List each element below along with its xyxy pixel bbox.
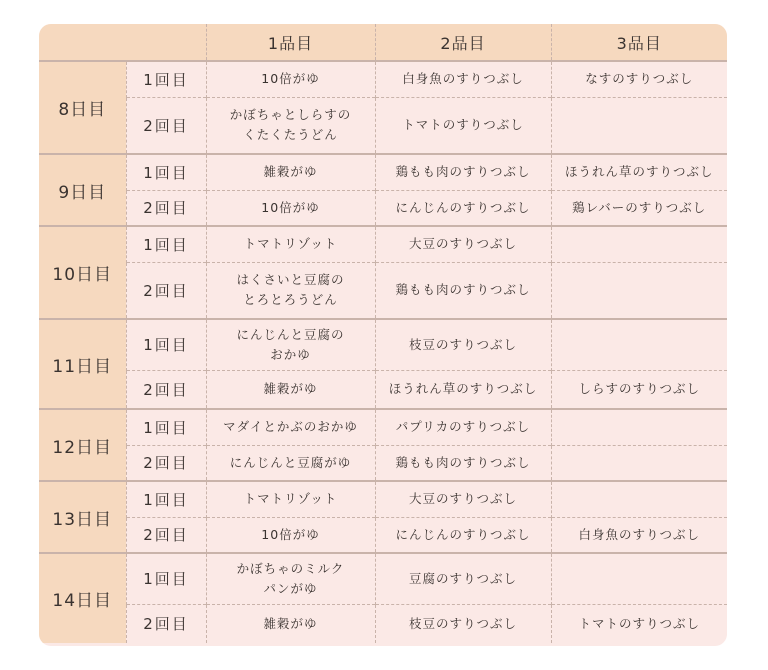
item-3-cell: しらすのすりつぶし bbox=[551, 370, 727, 409]
meal-label: 2回目 bbox=[126, 370, 206, 409]
item-1-cell: トマトリゾット bbox=[206, 481, 375, 517]
item-3-cell bbox=[551, 319, 727, 370]
meal-label: 2回目 bbox=[126, 604, 206, 643]
table-row bbox=[39, 226, 727, 262]
item-3-cell bbox=[551, 226, 727, 262]
meal-label: 2回目 bbox=[126, 517, 206, 553]
item-2-cell: ほうれん草のすりつぶし bbox=[375, 370, 551, 409]
header-item-2: 2品目 bbox=[375, 24, 551, 61]
header-item-1: 1品目 bbox=[206, 24, 375, 61]
item-1-cell: にんじんと豆腐の おかゆ bbox=[206, 319, 375, 370]
item-3-cell: トマトのすりつぶし bbox=[551, 604, 727, 643]
meal-label: 1回目 bbox=[126, 319, 206, 370]
item-3-cell: 鶏レバーのすりつぶし bbox=[551, 190, 727, 226]
table-row bbox=[39, 61, 727, 97]
meal-label: 1回目 bbox=[126, 226, 206, 262]
table-row bbox=[39, 319, 727, 370]
item-2-cell: パプリカのすりつぶし bbox=[375, 409, 551, 445]
meal-label: 2回目 bbox=[126, 97, 206, 154]
header-corner bbox=[39, 24, 206, 61]
header-row bbox=[39, 24, 727, 61]
item-2-cell: 豆腐のすりつぶし bbox=[375, 553, 551, 604]
meal-label: 2回目 bbox=[126, 190, 206, 226]
item-1-cell: 雑穀がゆ bbox=[206, 604, 375, 643]
item-1-cell: トマトリゾット bbox=[206, 226, 375, 262]
header-item-3: 3品目 bbox=[551, 24, 727, 61]
item-2-cell: 鶏もも肉のすりつぶし bbox=[375, 154, 551, 190]
item-1-cell: かぼちゃとしらすの くたくたうどん bbox=[206, 97, 375, 154]
item-2-cell: 鶏もも肉のすりつぶし bbox=[375, 262, 551, 319]
day-label: 10日目 bbox=[39, 226, 126, 319]
table-row bbox=[39, 553, 727, 604]
item-2-cell: 白身魚のすりつぶし bbox=[375, 61, 551, 97]
item-2-cell: にんじんのすりつぶし bbox=[375, 190, 551, 226]
table-row bbox=[39, 190, 727, 226]
meal-label: 2回目 bbox=[126, 262, 206, 319]
item-3-cell: なすのすりつぶし bbox=[551, 61, 727, 97]
item-3-cell bbox=[551, 481, 727, 517]
table-row bbox=[39, 97, 727, 154]
meal-plan-table bbox=[39, 24, 727, 643]
table-row bbox=[39, 262, 727, 319]
item-3-cell bbox=[551, 409, 727, 445]
item-2-cell: 枝豆のすりつぶし bbox=[375, 604, 551, 643]
day-label: 8日目 bbox=[39, 61, 126, 154]
item-2-cell: 大豆のすりつぶし bbox=[375, 481, 551, 517]
meal-label: 1回目 bbox=[126, 154, 206, 190]
item-2-cell: 大豆のすりつぶし bbox=[375, 226, 551, 262]
table-row bbox=[39, 481, 727, 517]
item-2-cell: 鶏もも肉のすりつぶし bbox=[375, 445, 551, 481]
table-row bbox=[39, 154, 727, 190]
day-label: 11日目 bbox=[39, 319, 126, 409]
item-3-cell bbox=[551, 97, 727, 154]
meal-label: 1回目 bbox=[126, 481, 206, 517]
day-label: 13日目 bbox=[39, 481, 126, 553]
table-row bbox=[39, 517, 727, 553]
table-row bbox=[39, 409, 727, 445]
day-label: 14日目 bbox=[39, 553, 126, 643]
item-3-cell bbox=[551, 553, 727, 604]
table-row bbox=[39, 604, 727, 643]
item-1-cell: にんじんと豆腐がゆ bbox=[206, 445, 375, 481]
item-1-cell: はくさいと豆腐の とろとろうどん bbox=[206, 262, 375, 319]
item-2-cell: トマトのすりつぶし bbox=[375, 97, 551, 154]
table-row bbox=[39, 445, 727, 481]
meal-label: 1回目 bbox=[126, 409, 206, 445]
item-2-cell: 枝豆のすりつぶし bbox=[375, 319, 551, 370]
item-1-cell: 10倍がゆ bbox=[206, 517, 375, 553]
item-3-cell: ほうれん草のすりつぶし bbox=[551, 154, 727, 190]
item-1-cell: 10倍がゆ bbox=[206, 190, 375, 226]
meal-plan-table-container bbox=[39, 24, 727, 646]
item-1-cell: 雑穀がゆ bbox=[206, 154, 375, 190]
item-3-cell bbox=[551, 262, 727, 319]
meal-label: 2回目 bbox=[126, 445, 206, 481]
meal-label: 1回目 bbox=[126, 61, 206, 97]
day-label: 12日目 bbox=[39, 409, 126, 481]
item-3-cell bbox=[551, 445, 727, 481]
item-1-cell: マダイとかぶのおかゆ bbox=[206, 409, 375, 445]
item-1-cell: 10倍がゆ bbox=[206, 61, 375, 97]
meal-label: 1回目 bbox=[126, 553, 206, 604]
table-row bbox=[39, 370, 727, 409]
item-2-cell: にんじんのすりつぶし bbox=[375, 517, 551, 553]
day-label: 9日目 bbox=[39, 154, 126, 226]
item-3-cell: 白身魚のすりつぶし bbox=[551, 517, 727, 553]
meal-plan-body bbox=[39, 61, 727, 643]
item-1-cell: かぼちゃのミルク パンがゆ bbox=[206, 553, 375, 604]
item-1-cell: 雑穀がゆ bbox=[206, 370, 375, 409]
